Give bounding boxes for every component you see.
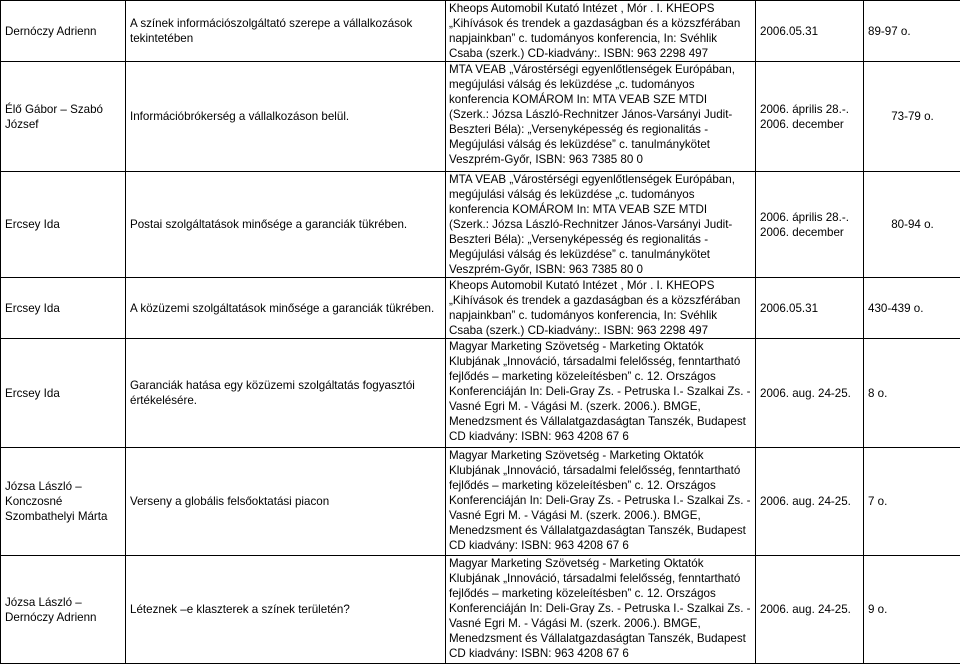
source-line: Klubjának „Innováció, társadalmi felelősség, fenntartható [449,463,752,478]
source-line: CD kiadvány: ISBN: 963 4208 67 6 [449,646,752,661]
authors-cell [1,339,126,448]
title-cell [126,448,446,556]
source-line: „Kihívások és trendek a gazdaságban és a közszférában [449,293,752,308]
date-cell [756,278,864,339]
source-line: fejlődés – marketing közeleítésben” c. 12. Országos [449,586,752,601]
source-line: Magyar Marketing Szövetség - Marketing Oktatók [449,448,752,463]
source-line: Csaba (szerk.) CD-kiadvány:. ISBN: 963 2298 497 [449,323,752,338]
authors-cell [1,278,126,339]
title-line: értékelésére. [130,393,442,408]
source-cell [446,1,756,62]
table-row [1,172,960,278]
title-cell [126,1,446,62]
date-line: 2006. aug. 24-25. [760,602,860,617]
source-line: Konferenciáján In: Deli-Gray Zs. - Petruska I.- Szalkai Zs. - [449,493,752,508]
author-line: Ercsey Ida [5,301,122,316]
title-line: A közüzemi szolgáltatások minősége a garanciák tükrében. [130,301,442,316]
table-row [1,556,960,664]
source-line: konferencia KOMÁROM In: MTA VEAB SZE MTDI [449,92,752,107]
title-line: A színek információszolgáltató szerepe a vállalkozások [130,16,442,31]
source-line: Kheops Automobil Kutató Intézet , Mór . I. KHEOPS [449,1,752,16]
title-line: Garanciák hatása egy közüzemi szolgáltatás fogyasztói [130,378,442,393]
author-line: Szombathelyi Márta [5,509,122,524]
authors-cell [1,1,126,62]
author-line: Ercsey Ida [5,386,122,401]
date-cell [756,339,864,448]
source-line: MTA VEAB „Várostérségi egyenlőtlenségek Európában, [449,172,752,187]
source-line: Klubjának „Innováció, társadalmi felelősség, fenntartható [449,354,752,369]
source-line: Vasné Egri M. - Vágási M. (szerk. 2006.). BMGE, [449,616,752,631]
table-row [1,339,960,448]
authors-cell [1,448,126,556]
table-row [1,278,960,339]
author-line: Józsa László – [5,595,122,610]
date-cell [756,62,864,172]
source-line: (Szerk.: Józsa László-Rechnitzer János-Varsányi Judit- [449,107,752,122]
pages-cell: 89-97 o. [864,1,960,62]
source-line: Menedzsment és Vállalatgazdaságtan Tanszék, Budapest [449,631,752,646]
source-line: (Szerk.: Józsa László-Rechnitzer János-Varsányi Judit- [449,217,752,232]
pages-cell: 80-94 o. [864,172,960,278]
date-line: 2006. aug. 24-25. [760,386,860,401]
source-line: Beszteri Béla): „Versenyképesség és regionalitás - [449,122,752,137]
table-row [1,62,960,172]
source-line: fejlődés – marketing közeleítésben” c. 12. Országos [449,369,752,384]
pages-cell: 7 o. [864,448,960,556]
authors-cell [1,172,126,278]
source-line: Konferenciáján In: Deli-Gray Zs. - Petruska I.- Szalkai Zs. - [449,384,752,399]
author-line: Ercsey Ida [5,217,122,232]
date-line: 2006. aug. 24-25. [760,494,860,509]
author-line: József [5,117,122,132]
source-line: Magyar Marketing Szövetség - Marketing Oktatók [449,556,752,571]
authors-cell [1,62,126,172]
source-line: Csaba (szerk.) CD-kiadvány:. ISBN: 963 2298 497 [449,46,752,61]
author-line: Konczosné [5,494,122,509]
source-line: Vasné Egri M. - Vágási M. (szerk. 2006.). BMGE, [449,508,752,523]
source-line: Vasné Egri M. - Vágási M. (szerk. 2006.). BMGE, [449,399,752,414]
source-line: Beszteri Béla): „Versenyképesség és regionalitás - [449,232,752,247]
author-line: Dernóczy Adrienn [5,24,122,39]
title-line: Léteznek –e klaszterek a színek területén? [130,602,442,617]
source-cell [446,62,756,172]
title-cell [126,339,446,448]
pages-cell: 9 o. [864,556,960,664]
author-line: Józsa László – [5,479,122,494]
source-line: Megújulási válság és leküzdése” c. tanulmánykötet [449,247,752,262]
date-line: 2006.05.31 [760,301,860,316]
source-line: konferencia KOMÁROM In: MTA VEAB SZE MTDI [449,202,752,217]
pages-cell: 430-439 o. [864,278,960,339]
source-cell [446,556,756,664]
source-line: CD kiadvány: ISBN: 963 4208 67 6 [449,538,752,553]
title-line: Verseny a globális felsőoktatási piacon [130,494,442,509]
source-line: Klubjának „Innováció, társadalmi felelősség, fenntartható [449,571,752,586]
source-line: napjainkban” c. tudományos konferencia, In: Svéhlik [449,31,752,46]
date-cell [756,1,864,62]
date-line: 2006. december [760,225,860,240]
author-line: Dernóczy Adrienn [5,610,122,625]
date-line: 2006.05.31 [760,24,860,39]
source-line: Menedzsment és Vállalatgazdaságtan Tanszék, Budapest [449,523,752,538]
source-line: napjainkban” c. tudományos konferencia, In: Svéhlik [449,308,752,323]
source-line: megújulási válság és leküzdése „c. tudományos [449,77,752,92]
source-cell [446,448,756,556]
source-cell [446,339,756,448]
table-row [1,448,960,556]
authors-cell [1,556,126,664]
title-cell [126,556,446,664]
source-line: Kheops Automobil Kutató Intézet , Mór . I. KHEOPS [449,278,752,293]
date-line: 2006. december [760,117,860,132]
title-line: Információbrókerség a vállalkozáson belül. [130,109,442,124]
pages-cell: 73-79 o. [864,62,960,172]
pages-cell: 8 o. [864,339,960,448]
table-row [1,1,960,62]
source-cell [446,172,756,278]
title-line: tekintetében [130,31,442,46]
source-line: Magyar Marketing Szövetség - Marketing Oktatók [449,339,752,354]
source-line: Veszprém-Győr, ISBN: 963 7385 80 0 [449,152,752,167]
source-line: Megújulási válság és leküzdése” c. tanulmánykötet [449,137,752,152]
title-cell [126,62,446,172]
source-line: fejlődés – marketing közeleítésben” c. 12. Országos [449,478,752,493]
title-line: Postai szolgáltatások minősége a garanciák tükrében. [130,217,442,232]
date-line: 2006. április 28.-. [760,210,860,225]
source-line: Veszprém-Győr, ISBN: 963 7385 80 0 [449,262,752,277]
date-line: 2006. április 28.-. [760,102,860,117]
title-cell [126,172,446,278]
source-cell [446,278,756,339]
date-cell [756,172,864,278]
source-line: „Kihívások és trendek a gazdaságban és a közszférában [449,16,752,31]
title-cell [126,278,446,339]
source-line: megújulási válság és leküzdése „c. tudományos [449,187,752,202]
source-line: MTA VEAB „Várostérségi egyenlőtlenségek Európában, [449,62,752,77]
date-cell [756,448,864,556]
author-line: Élő Gábor – Szabó [5,102,122,117]
source-line: Menedzsment és Vállalatgazdaságtan Tanszék, Budapest [449,414,752,429]
source-line: Konferenciáján In: Deli-Gray Zs. - Petruska I.- Szalkai Zs. - [449,601,752,616]
source-line: CD kiadvány: ISBN: 963 4208 67 6 [449,429,752,444]
date-cell [756,556,864,664]
